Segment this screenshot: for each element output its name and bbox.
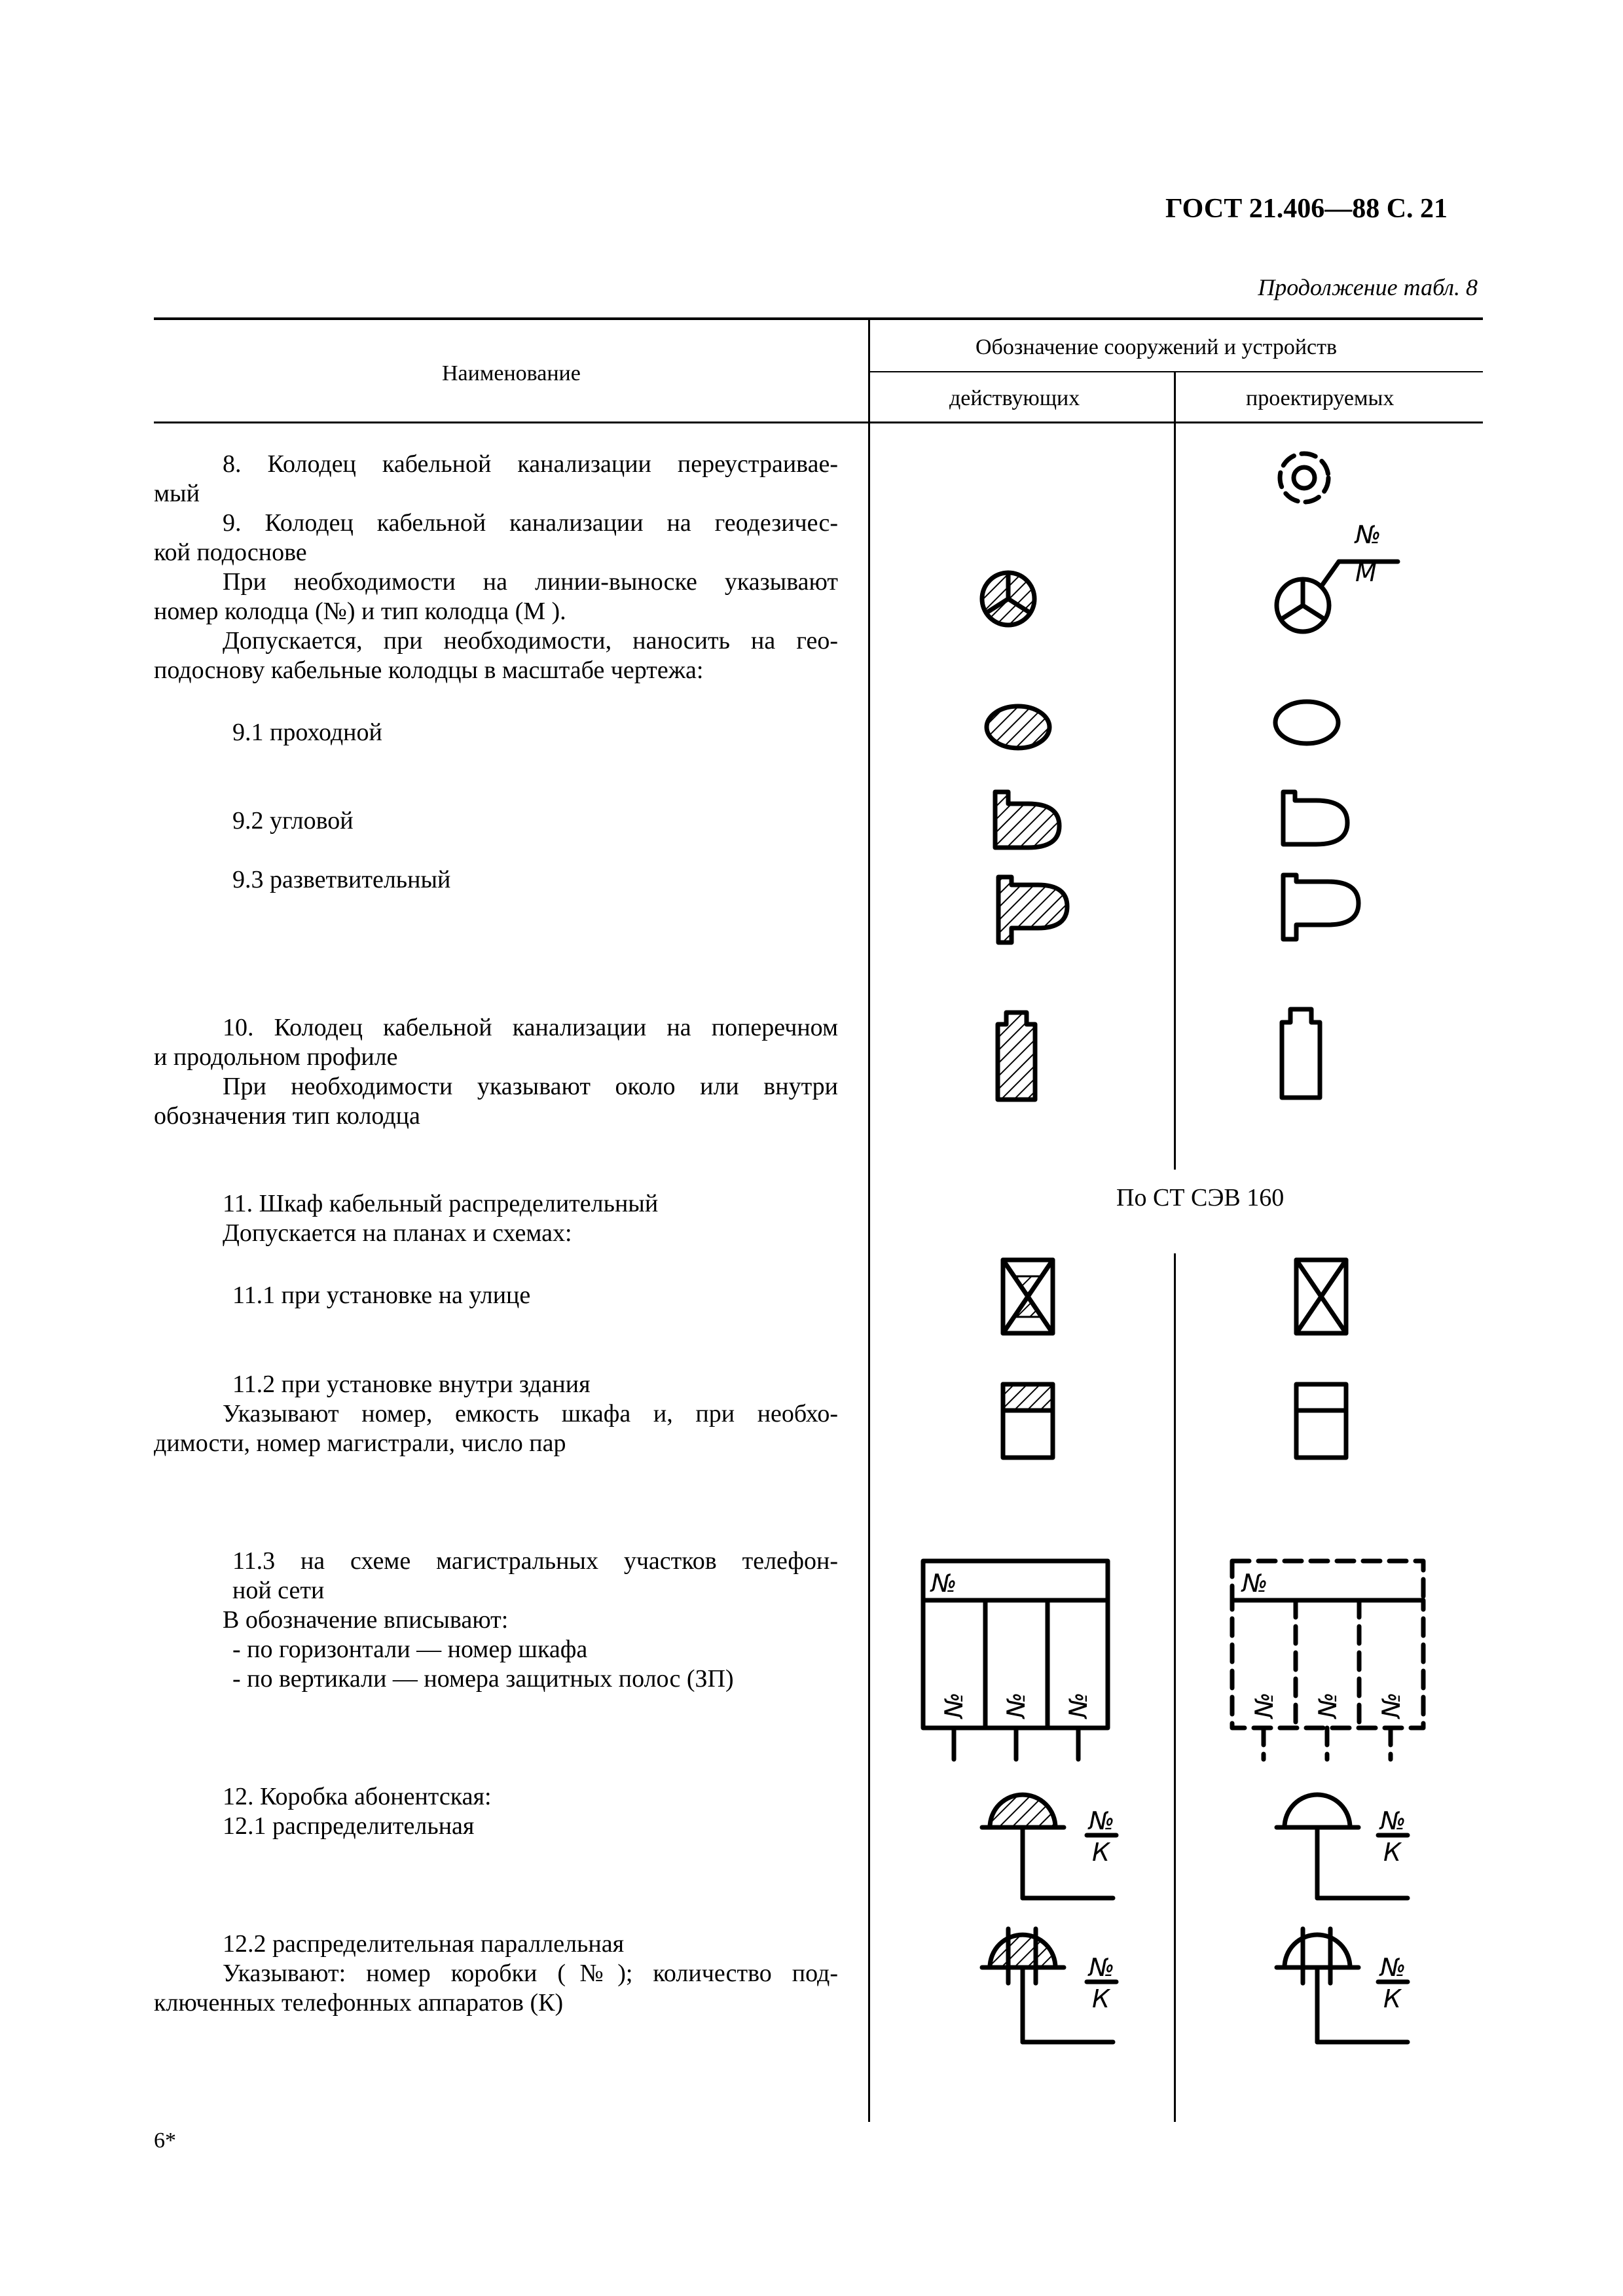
pair-number-label: №: [939, 1692, 968, 1718]
header-name-column: Наименование: [442, 361, 581, 386]
row-9-3-label: 9.3 разветвительный: [232, 866, 451, 893]
row-9-line: подоснову кабельные колодцы в масштабе чертежа:: [154, 656, 704, 684]
row-9-2-label: 9.2 угловой: [232, 807, 354, 834]
row-9-line: 9. Колодец кабельной канализации на геодезичес-: [223, 509, 838, 537]
cabinet-number-label: №: [931, 1569, 957, 1598]
manhole-branch-designed-icon: [1283, 875, 1359, 939]
document-header: ГОСТ 21.406—88 С. 21: [1165, 194, 1448, 224]
header-symbols-group: Обозначение сооружений и устройств: [976, 335, 1338, 359]
row-9-line: Допускается, при необходимости, наносить на гео-: [223, 627, 838, 655]
box-number-label: №: [1380, 1953, 1406, 1982]
row-11-2-line: Указывают номер, емкость шкафа и, при необхо-: [223, 1400, 838, 1427]
cabinet-indoor-designed-icon: [1296, 1384, 1346, 1458]
row-11-3-line: 11.3 на схеме магистральных участков телефон-: [232, 1547, 838, 1575]
manhole-geobase-existing-icon: [982, 573, 1034, 625]
row-11-3-line: В обозначение вписывают:: [223, 1606, 509, 1634]
row-11-3-line: - по горизонтали — номер шкафа: [232, 1636, 588, 1663]
pair-number-label: №: [1313, 1692, 1342, 1718]
row-9-line: кой подоснове: [154, 539, 307, 566]
box-number-label: №: [1380, 1806, 1406, 1835]
manhole-rebuilt-icon: [1280, 454, 1328, 502]
cabinet-indoor-existing-icon: [1003, 1384, 1053, 1458]
box-k-label: К: [1383, 1838, 1401, 1867]
st-sev-reference: По СТ СЭВ 160: [1116, 1184, 1285, 1211]
cabinet-street-designed-icon: [1296, 1260, 1346, 1333]
manhole-geobase-designed-icon: [1277, 562, 1398, 632]
manhole-passing-designed-icon: [1275, 702, 1338, 744]
row-8-line: 8. Колодец кабельной канализации переустраивае-: [223, 450, 838, 478]
box-k-label: К: [1383, 1984, 1401, 2013]
box-k-label: К: [1092, 1984, 1110, 2013]
row-9-1-label: 9.1 проходной: [232, 719, 382, 746]
row-10-line: При необходимости указывают около или внутри: [223, 1073, 838, 1100]
box-k-label: К: [1092, 1838, 1110, 1867]
row-12-line: 12.1 распределительная: [223, 1812, 475, 1840]
row-11-2-line: 11.2 при установке внутри здания: [232, 1371, 591, 1398]
row-12-line: 12. Коробка абонентская:: [223, 1783, 492, 1810]
row-11-line: 11. Шкаф кабельный распределительный: [223, 1190, 659, 1217]
manhole-corner-designed-icon: [1283, 792, 1347, 844]
row-11-1-label: 11.1 при установке на улице: [232, 1282, 531, 1309]
row-11-line: Допускается на планах и схемах:: [223, 1219, 572, 1247]
pair-number-label: №: [1064, 1692, 1093, 1718]
row-11-3-line: - по вертикали — номера защитных полос (ЗП): [232, 1665, 734, 1693]
row-8-line: мый: [154, 480, 200, 507]
box-number-label: №: [1089, 1953, 1115, 1982]
pair-number-label: №: [1250, 1692, 1279, 1718]
manhole-profile-existing-icon: [998, 1013, 1035, 1100]
row-10-line: и продольном профиле: [154, 1043, 398, 1071]
header-existing: действующих: [949, 386, 1080, 410]
table-continuation-label: Продолжение табл. 8: [1258, 274, 1478, 300]
row-11-2-line: димости, номер магистрали, число пар: [154, 1429, 566, 1457]
row-10-line: обозначения тип колодца: [154, 1102, 420, 1130]
page-footer-mark: 6*: [154, 2128, 176, 2153]
manhole-profile-designed-icon: [1282, 1009, 1320, 1098]
manhole-corner-existing-icon: [995, 792, 1059, 848]
row-9-line: При необходимости на линии-выноске указывают: [223, 568, 838, 596]
row-12-2-line: 12.2 распределительная параллельная: [223, 1930, 625, 1958]
header-designed: проектируемых: [1246, 386, 1395, 410]
manhole-passing-existing-icon: [987, 706, 1049, 748]
manhole-type-label: М: [1355, 558, 1377, 587]
manhole-number-label: №: [1355, 520, 1381, 549]
row-9-line: номер колодца (№) и тип колодца (М ).: [154, 598, 566, 625]
cabinet-number-label: №: [1242, 1569, 1268, 1598]
box-number-label: №: [1089, 1806, 1115, 1835]
row-12-2-line: Указывают: номер коробки (№); количество под-: [223, 1960, 838, 1987]
pair-number-label: №: [1002, 1692, 1030, 1718]
manhole-branch-existing-icon: [998, 877, 1067, 942]
pair-number-label: №: [1377, 1692, 1406, 1718]
row-12-2-line: ключенных телефонных аппаратов (К): [154, 1989, 564, 2017]
cabinet-street-existing-icon: [1003, 1260, 1053, 1333]
row-10-line: 10. Колодец кабельной канализации на поперечном: [223, 1014, 838, 1041]
row-11-3-line: ной сети: [232, 1577, 325, 1604]
